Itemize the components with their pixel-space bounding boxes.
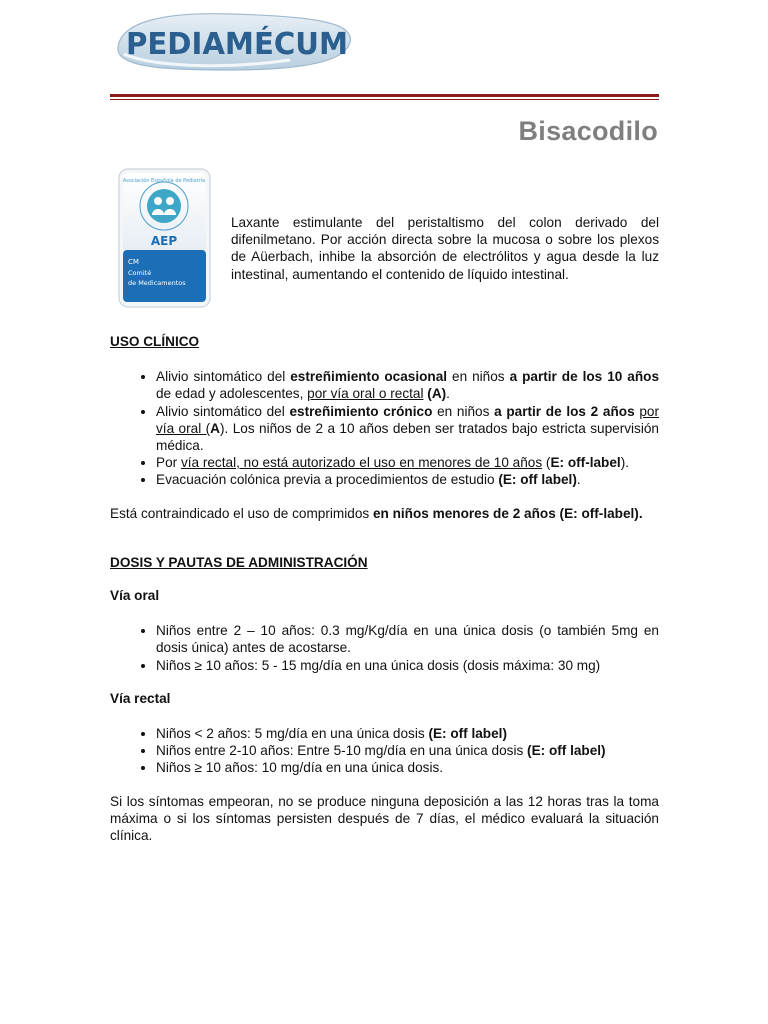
header-rule-thin [110,99,659,100]
header-rule-thick [110,94,659,97]
list-item: • Niños < 2 años: 5 mg/día en una única dosis (E: off label) [156,725,659,742]
list-item: • Evacuación colónica previa a procedimientos de estudio (E: off label). [156,471,659,488]
logo-text: PEDIAMÉCUM [126,27,355,62]
dosis-heading: DOSIS Y PAUTAS DE ADMINISTRACIÓN [110,554,368,570]
content [110,333,659,844]
final-paragraph: Si los síntomas empeoran, no se produce ninguna deposición a las 12 horas tras la toma máxima o si los síntomas persisten después de 7 días, el médico evaluará la situación clínica. [110,793,659,844]
list-item: • Niños entre 2 – 10 años: 0.3 mg/Kg/día en una única dosis (o también 5mg en dosis única) antes de acostarse. [156,622,659,656]
via-rectal-heading: Vía rectal [110,690,171,706]
list-item: • Niños entre 2-10 años: Entre 5-10 mg/día en una única dosis (E: off label) [156,742,659,759]
via-rectal-list [110,725,659,777]
intro-paragraph: Laxante estimulante del peristaltismo del colon derivado del difenilmetano. Por acción directa sobre la mucosa o sobre los plexos de Aüerbach, inhibe la absorción de electrólitos y agua desde la luz intestinal, aumentando el contenido de líquido intestinal. [231,215,659,282]
badge-line1: Comité [128,269,152,277]
via-oral-list [110,622,659,674]
badge-ring-text: Asociación Española de Pediatría [122,178,206,184]
uso-clinico-heading: USO CLÍNICO [110,334,200,349]
drug-title: Bisacodilo [518,116,658,146]
badge-cm: CM [128,258,139,266]
list-item: • Por vía rectal, no está autorizado el uso en menores de 10 años (E: off-label). [156,454,659,471]
list-item: • Niños ≥ 10 años: 5 - 15 mg/día en una única dosis (dosis máxima: 30 mg) [156,657,659,674]
via-oral-heading: Vía oral [110,588,160,604]
uso-list [110,368,659,488]
list-item: • Alivio sintomático del estreñimiento ocasional en niños a partir de los 10 años de edad y adolescentes, por vía oral o rectal (A). [156,368,659,402]
list-item: • Niños ≥ 10 años: 10 mg/día en una única dosis. [156,759,659,776]
contraindication-paragraph: Está contraindicado el uso de comprimidos en niños menores de 2 años (E: off-label). [110,505,643,521]
badge-aep: AEP [150,234,178,248]
badge-line2: de Medicamentos [128,279,186,287]
aep-badge [118,168,211,308]
list-item: • Alivio sintomático del estreñimiento crónico en niños a partir de los 2 años por vía oral (A). Los niños de 2 a 10 años deben ser tratados bajo estricta supervisión médica. [156,403,659,455]
pediamecum-logo [110,8,360,74]
